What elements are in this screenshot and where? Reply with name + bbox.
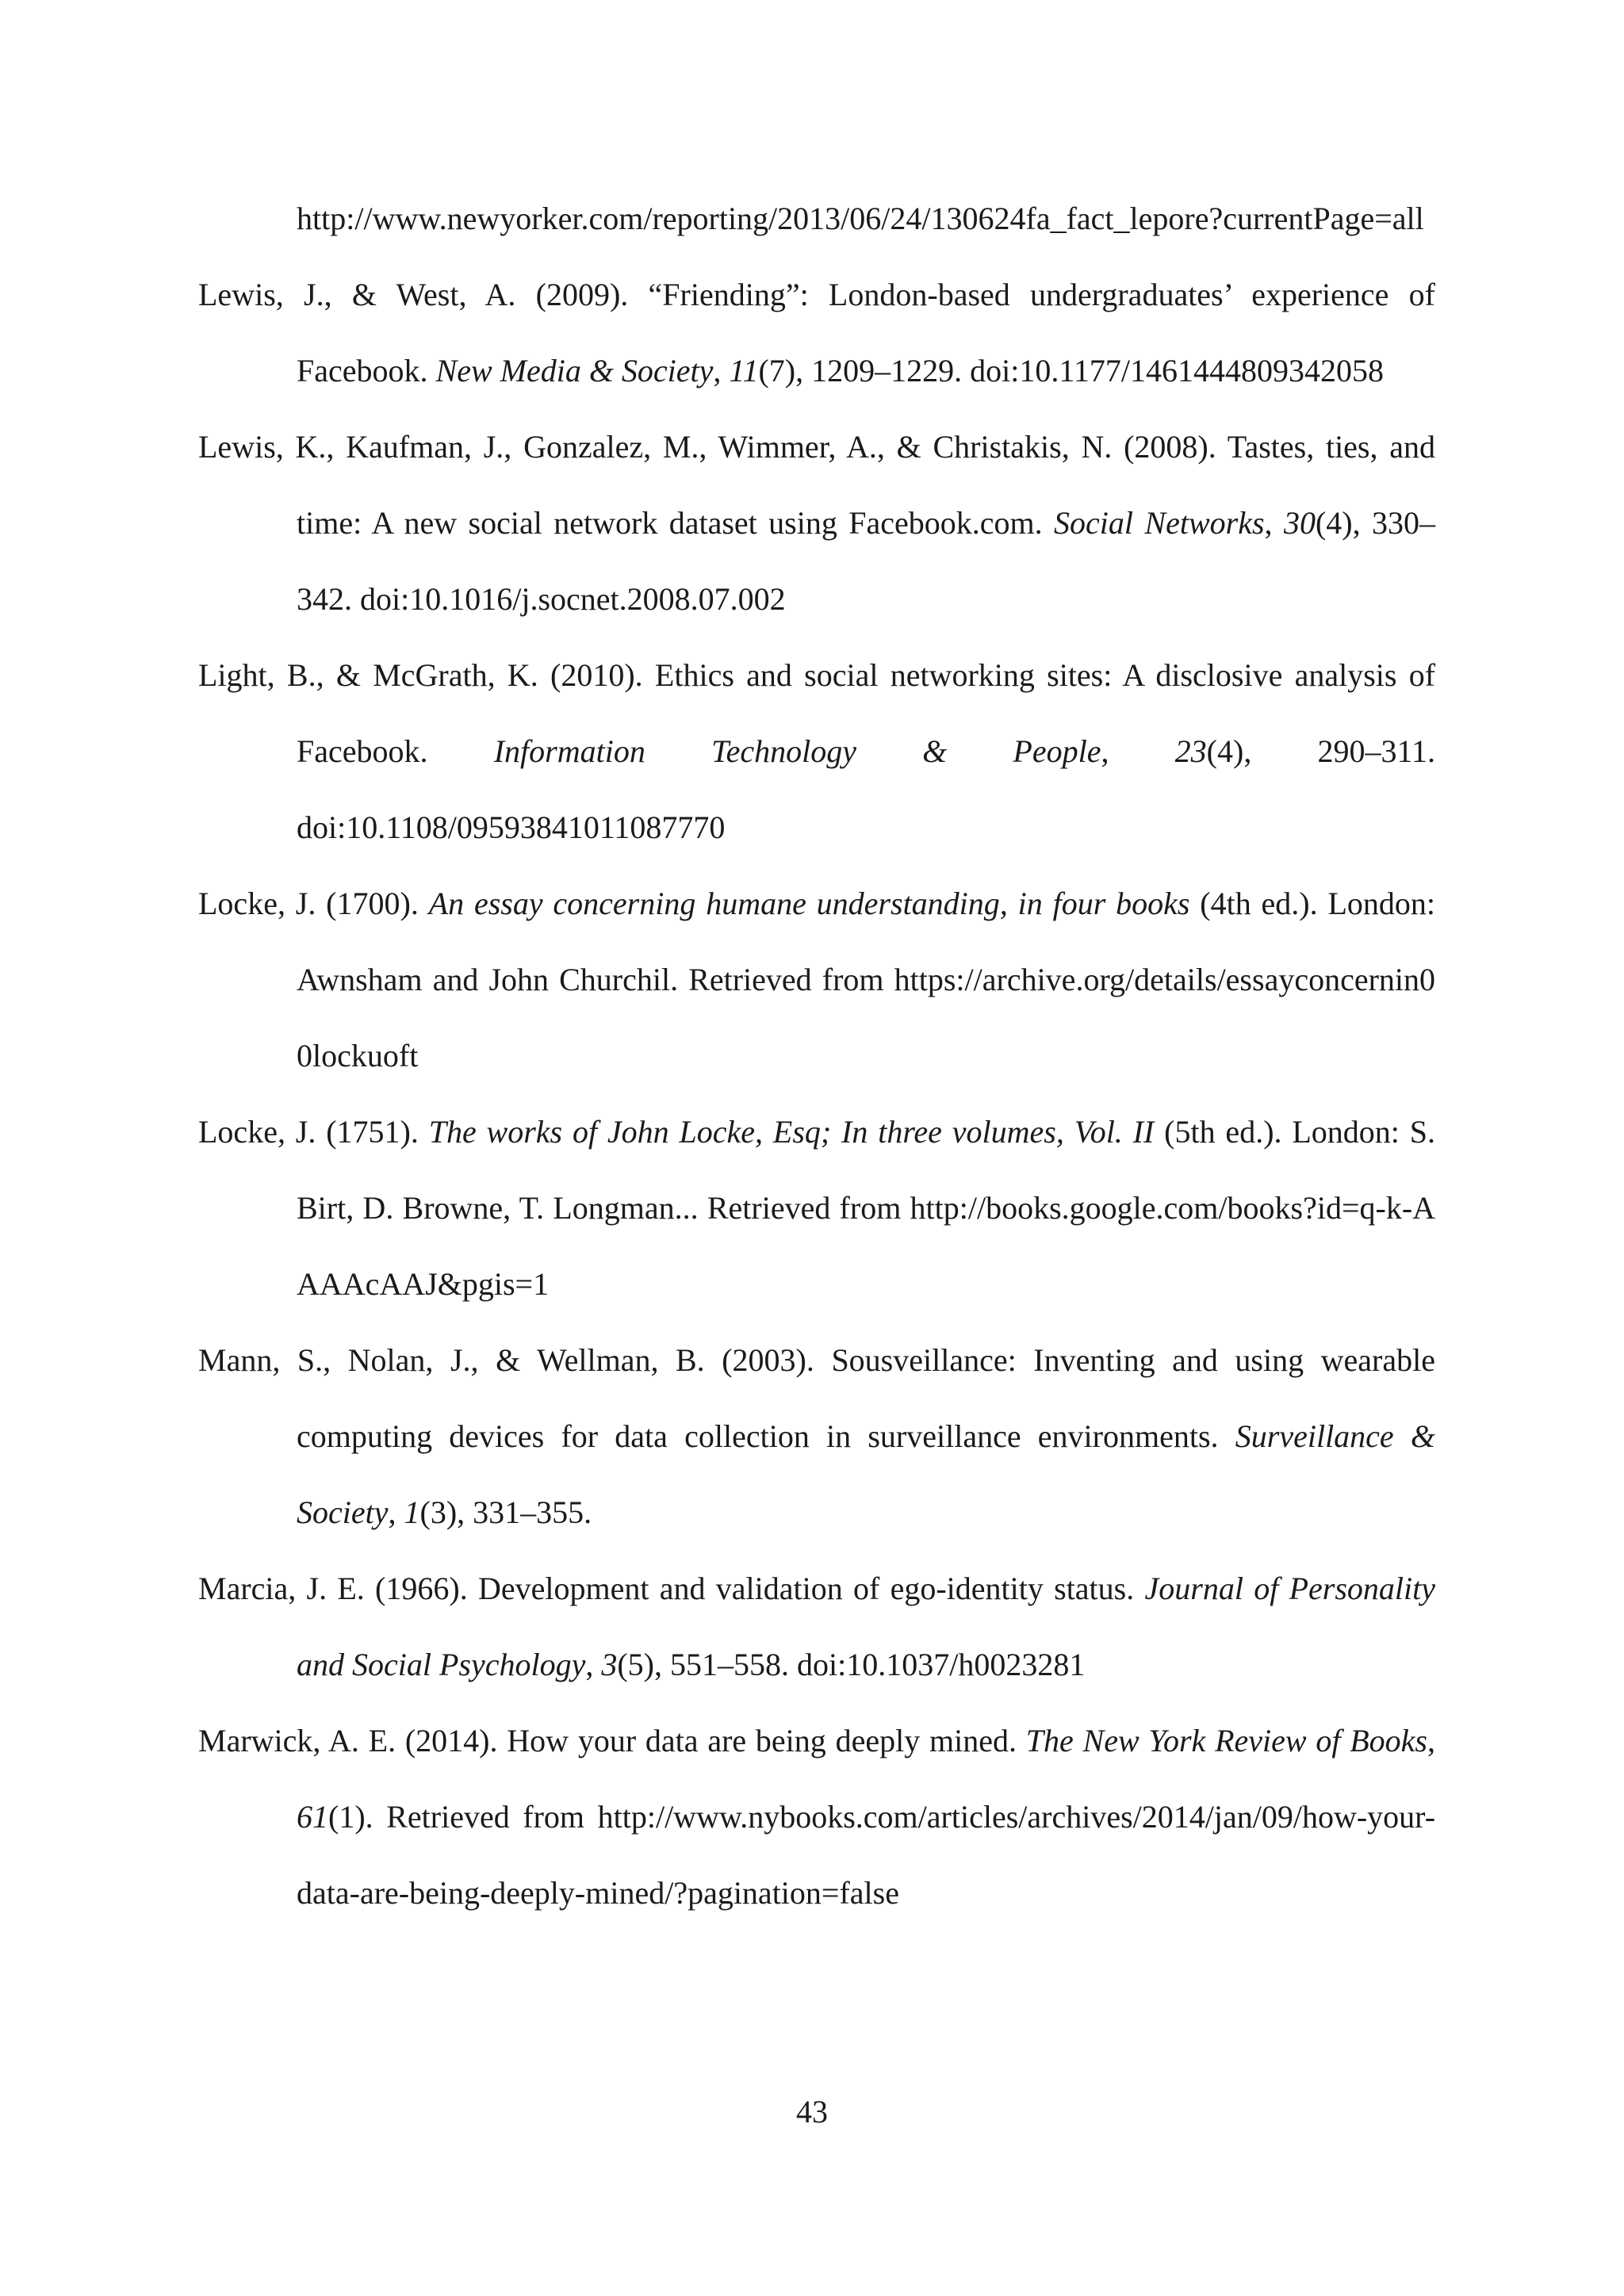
reference-volume: 23 bbox=[1174, 733, 1207, 769]
reference-entry: Marcia, J. E. (1966). Development and validation of ego-identity status. Journal of Personality and Social Psychology, 3(5), 551–558. doi:10.1037/h0023281 bbox=[198, 1571, 1436, 1682]
reference-book-title: An essay concerning humane understanding, in four books bbox=[428, 886, 1190, 921]
reference-authors-year: Light, B., & McGrath, K. (2010). bbox=[198, 657, 643, 693]
reference-doi: doi:10.1016/j.socnet.2008.07.002 bbox=[360, 581, 786, 617]
reference-issue-pages: (4), 290–311. bbox=[1206, 733, 1436, 769]
reference-book-title: The works of John Locke, Esq; In three volumes, Vol. II bbox=[428, 1114, 1155, 1150]
reference-edition: (5th ed.). bbox=[1164, 1114, 1282, 1150]
reference-volume: 30 bbox=[1283, 505, 1316, 541]
reference-issue-pages: (4), 330–342. bbox=[297, 505, 1435, 617]
reference-retrieved: Retrieved from bbox=[386, 1799, 585, 1835]
reference-authors-year: Marcia, J. E. (1966). bbox=[198, 1571, 468, 1606]
reference-title: “Friending”: London-based undergraduates’ experience of Facebook. bbox=[297, 277, 1435, 388]
reference-url[interactable]: http://books.google.com/books?id=q-k-AAAAcAAJ&pgis=1 bbox=[297, 1190, 1436, 1302]
reference-source: Journal of Personality and Social Psychology bbox=[297, 1571, 1436, 1682]
reference-volume: 61 bbox=[297, 1799, 328, 1835]
reference-authors-year: Marwick, A. E. (2014). bbox=[198, 1723, 498, 1758]
reference-continuation bbox=[198, 181, 1435, 257]
reference-issue-pages: (7), 1209–1229. bbox=[758, 353, 963, 388]
reference-entry: Lewis, K., Kaufman, J., Gonzalez, M., Wimmer, A., & Christakis, N. (2008). Tastes, ties, and time: A new social network dataset using Facebook.com. Social Networks, 30(4), 330–342. doi:10.1016/j.socnet.2008.07.002 bbox=[198, 429, 1436, 617]
reference-source: Information Technology & People bbox=[493, 733, 1101, 769]
reference-volume: 1 bbox=[404, 1494, 420, 1530]
reference-entry bbox=[198, 1094, 1435, 1322]
reference-entry bbox=[198, 866, 1435, 1094]
reference-source: The New York Review of Books bbox=[1025, 1723, 1427, 1758]
reference-doi: doi:10.1037/h0023281 bbox=[797, 1647, 1086, 1682]
reference-url[interactable]: https://archive.org/details/essayconcernin00lockuoft bbox=[297, 962, 1436, 1073]
reference-list bbox=[198, 181, 1435, 1931]
reference-url[interactable]: http://www.newyorker.com/reporting/2013/06/24/130624fa_fact_lepore?currentPage=all bbox=[297, 201, 1424, 236]
reference-entry: Lewis, J., & West, A. (2009). “Friending”: London-based undergraduates’ experience of Facebook. New Media & Society, 11(7), 1209–1229. doi:10.1177/1461444809342058 bbox=[198, 277, 1435, 388]
reference-title: Ethics and social networking sites: A disclosive analysis of Facebook. bbox=[297, 657, 1436, 769]
reference-doi: doi:10.1108/09593841011087770 bbox=[297, 809, 726, 845]
reference-title: Tastes, ties, and time: A new social network dataset using Facebook.com. bbox=[297, 429, 1436, 541]
reference-publisher: London: S. Birt, D. Browne, T. Longman... bbox=[297, 1114, 1436, 1226]
reference-authors-year: Lewis, J., & West, A. (2009). bbox=[198, 277, 629, 312]
page-number: 43 bbox=[796, 2094, 828, 2130]
reference-url[interactable]: http://www.nybooks.com/articles/archives/2014/jan/09/how-your-data-are-being-deeply-mined/?pagination=false bbox=[297, 1799, 1436, 1911]
reference-issue-pages: (5), 551–558. bbox=[617, 1647, 789, 1682]
reference-volume: 3 bbox=[601, 1647, 618, 1682]
reference-entry: Marwick, A. E. (2014). How your data are being deeply mined. The New York Review of Books, 61(1). Retrieved from http://www.nybooks.com/articles/archives/2014/jan/09/how-your-data-are-being-deeply-mined/?pagination=false bbox=[198, 1723, 1436, 1911]
reference-authors-year: Locke, J. (1751). bbox=[198, 1114, 419, 1150]
reference-retrieved: Retrieved from bbox=[707, 1190, 902, 1226]
reference-source: Social Networks bbox=[1054, 505, 1265, 541]
reference-authors-year: Mann, S., Nolan, J., & Wellman, B. (2003). bbox=[198, 1342, 814, 1378]
reference-entry: Mann, S., Nolan, J., & Wellman, B. (2003). Sousveillance: Inventing and using wearable computing devices for data collection in surveillance environments. Surveillance & Society, 1(3), 331–355. bbox=[198, 1342, 1436, 1530]
reference-issue-pages: (3), 331–355. bbox=[419, 1494, 592, 1530]
reference-title: How your data are being deeply mined. bbox=[507, 1723, 1017, 1758]
reference-retrieved: Retrieved from bbox=[688, 962, 884, 997]
reference-edition: (4th ed.). bbox=[1200, 886, 1318, 921]
reference-issue-pages: (1). bbox=[328, 1799, 373, 1835]
reference-entry: Light, B., & McGrath, K. (2010). Ethics and social networking sites: A disclosive analysis of Facebook. Information Technology & People, 23(4), 290–311. doi:10.1108/09593841011087770 bbox=[198, 657, 1436, 845]
reference-title: Sousveillance: Inventing and using wearable computing devices for data collection in surveillance environments. bbox=[297, 1342, 1436, 1454]
reference-source: New Media & Society bbox=[435, 353, 714, 388]
reference-authors-year: Lewis, K., Kaufman, J., Gonzalez, M., Wimmer, A., & Christakis, N. (2008). bbox=[198, 429, 1216, 465]
reference-title: Development and validation of ego-identity status. bbox=[477, 1571, 1135, 1606]
reference-publisher: London: Awnsham and John Churchil. bbox=[297, 886, 1436, 997]
reference-volume: 11 bbox=[729, 353, 759, 388]
reference-source: Surveillance & Society bbox=[297, 1418, 1436, 1530]
reference-authors-year: Locke, J. (1700). bbox=[198, 886, 419, 921]
reference-doi: doi:10.1177/1461444809342058 bbox=[970, 353, 1384, 388]
